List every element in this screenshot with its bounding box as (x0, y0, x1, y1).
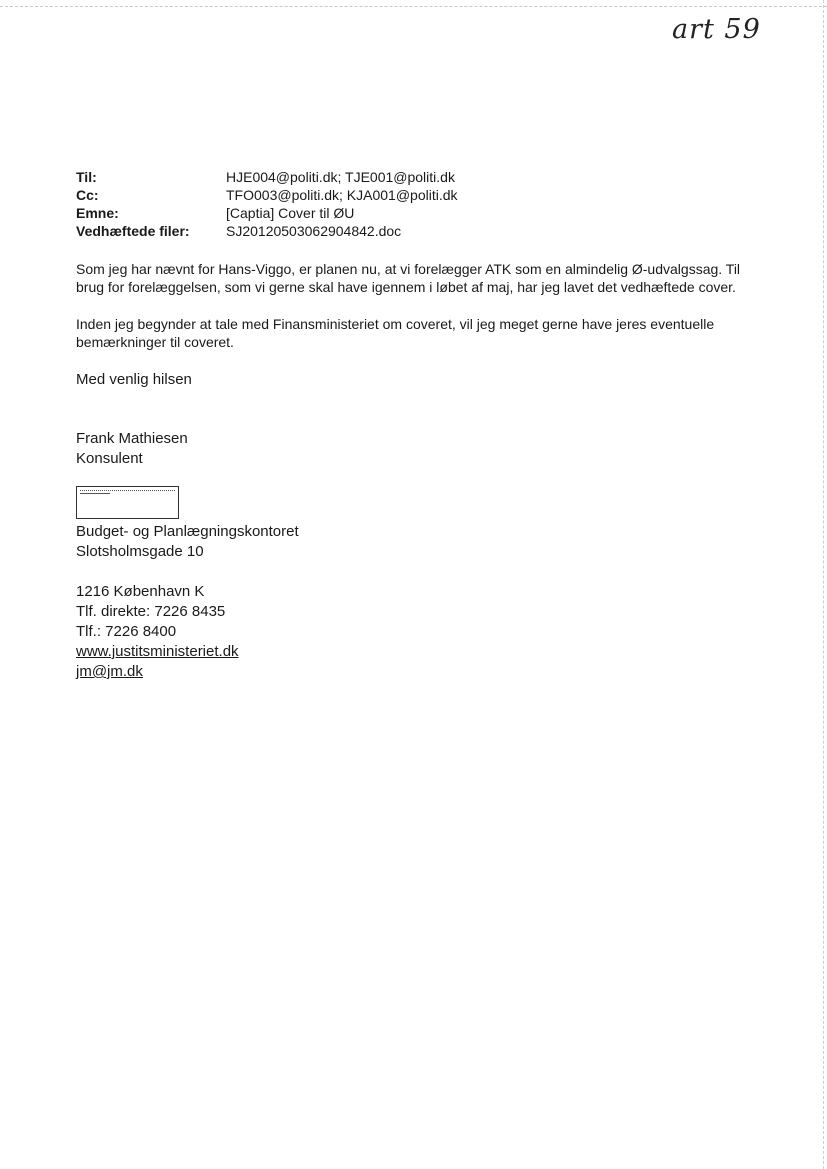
phone-main: Tlf.: 7226 8400 (76, 623, 177, 640)
to-value: HJE004@politi.dk; TJE001@politi.dk (226, 169, 455, 185)
body-paragraph-2: Inden jeg begynder at tale med Finansministeriet om coveret, vil jeg meget gerne have jeres eventuelle bemærkninger til coveret. (76, 316, 715, 350)
subject-value: [Captia] Cover til ØU (226, 205, 355, 221)
website-link[interactable]: www.justitsministeriet.dk (76, 643, 239, 660)
to-label: Til: (76, 169, 97, 185)
redacted-logo-box (76, 486, 179, 519)
office-name: Budget- og Planlægningskontoret (76, 523, 299, 540)
contact-block (76, 582, 239, 682)
subject-row (76, 204, 458, 222)
signature-name: Frank Mathiesen (76, 430, 188, 447)
logo-line (80, 493, 110, 494)
subject-label: Emne: (76, 205, 119, 221)
signature-title: Konsulent (76, 450, 143, 467)
phone-direct: Tlf. direkte: 7226 8435 (76, 603, 226, 620)
cc-label: Cc: (76, 187, 99, 203)
office-block (76, 522, 299, 562)
scan-top-edge (0, 6, 827, 7)
scan-right-edge (823, 0, 824, 1169)
office-street: Slotsholmsgade 10 (76, 543, 204, 560)
attachments-label: Vedhæftede filer: (76, 223, 190, 239)
to-row (76, 168, 458, 186)
cc-value: TFO003@politi.dk; KJA001@politi.dk (226, 187, 458, 203)
attachments-row (76, 222, 458, 240)
logo-line (80, 490, 175, 491)
handwritten-stamp: art 59 (672, 14, 761, 45)
email-link[interactable]: jm@jm.dk (76, 663, 143, 680)
cc-row (76, 186, 458, 204)
body-paragraph-1: Som jeg har nævnt for Hans-Viggo, er planen nu, at vi forelægger ATK som en almindelig Ø-udvalgssag. Til brug for forelæggelsen, som vi gerne skal have igennem i løbet af maj, har jeg lavet det vedhæftede cover. (76, 261, 741, 295)
attachments-value: SJ20120503062904842.doc (226, 223, 402, 239)
office-city: 1216 København K (76, 583, 205, 600)
greeting: Med venlig hilsen (76, 371, 192, 388)
signature-name-block (76, 429, 188, 469)
email-header (76, 168, 458, 240)
